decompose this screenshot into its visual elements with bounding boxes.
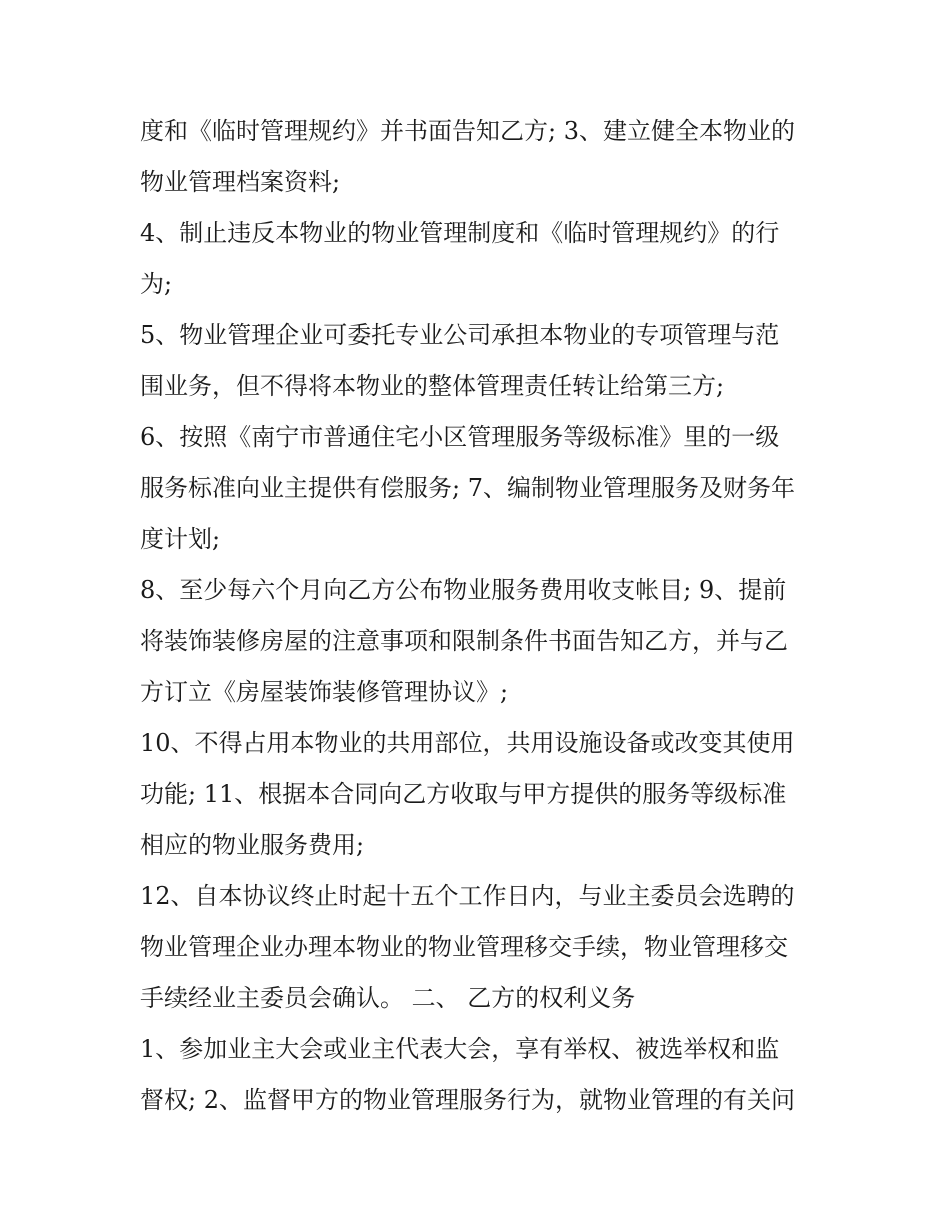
text-line: 将装饰装修房屋的注意事项和限制条件书面告知乙方，并与乙	[140, 627, 788, 655]
document-body	[140, 106, 830, 1126]
text-line: 督权; 2、监督甲方的物业管理服务行为，就物业管理的有关问	[140, 1086, 795, 1114]
text-line: 方订立《房屋装饰装修管理协议》;	[140, 678, 509, 706]
text-line: 功能; 11、根据本合同向乙方收取与甲方提供的服务等级标准	[140, 780, 787, 808]
text-line: 6、按照《南宁市普通住宅小区管理服务等级标准》里的一级	[140, 423, 780, 451]
text-line: 5、物业管理企业可委托专业公司承担本物业的专项管理与范	[140, 321, 780, 349]
text-line: 为;	[140, 270, 173, 298]
text-line: 物业管理企业办理本物业的物业管理移交手续，物业管理移交	[140, 933, 788, 961]
text-line: 度计划;	[140, 525, 221, 553]
text-line: 8、至少每六个月向乙方公布物业服务费用收支帐目; 9、提前	[140, 576, 787, 604]
text-line: 物业管理档案资料;	[140, 168, 341, 196]
text-line: 相应的物业服务费用;	[140, 831, 365, 859]
text-line: 4、制止违反本物业的物业管理制度和《临时管理规约》的行	[140, 219, 780, 247]
text-line: 度和《临时管理规约》并书面告知乙方; 3、建立健全本物业的	[140, 117, 795, 145]
text-line: 1、参加业主大会或业主代表大会，享有举权、被选举权和监	[140, 1035, 780, 1063]
text-line: 服务标准向业主提供有偿服务; 7、编制物业管理服务及财务年	[140, 474, 795, 502]
text-line: 围业务，但不得将本物业的整体管理责任转让给第三方;	[140, 372, 725, 400]
text-line: 手续经业主委员会确认。 二、 乙方的权利义务	[140, 984, 636, 1012]
text-line: 12、自本协议终止时起十五个工作日内，与业主委员会选聘的	[140, 882, 795, 910]
text-line: 10、不得占用本物业的共用部位，共用设施设备或改变其使用	[140, 729, 795, 757]
